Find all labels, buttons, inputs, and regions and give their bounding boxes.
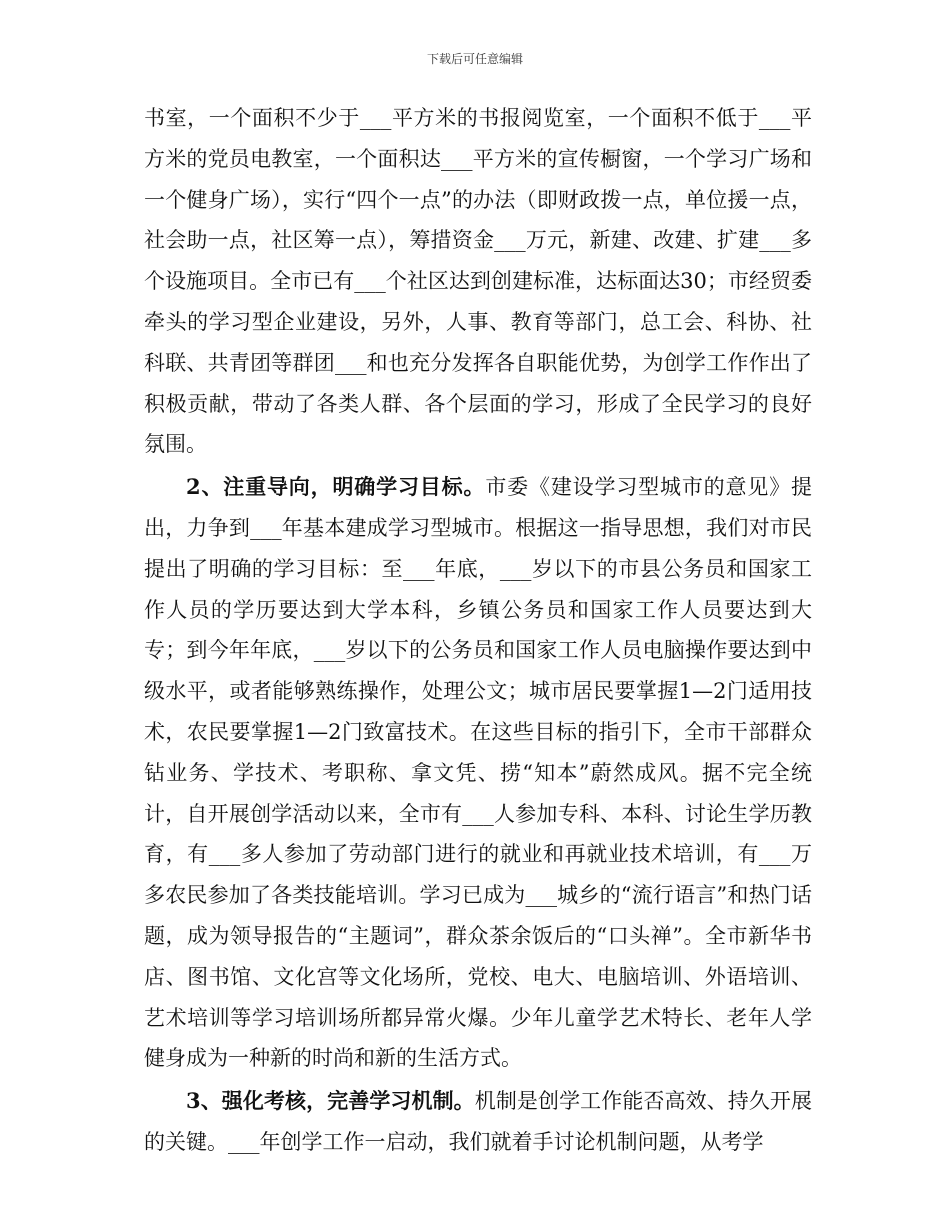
paragraph-continuation [144, 98, 812, 465]
paragraph-section-3 [144, 1081, 812, 1163]
document-body [144, 98, 812, 1163]
paragraph-section-2 [144, 467, 812, 1079]
section-heading: 3、强化考核，完善学习机制。 [186, 1088, 475, 1114]
section-heading: 2、注重导向，明确学习目标。 [186, 474, 486, 500]
paragraph-text: 机制是创学工作能否高效、持久开展的关键。___年创学工作一启动，我们就着手讨论机制问题，从考学 [144, 1089, 812, 1154]
paragraph-text: 市委《建设学习型城市的意见》提出，力争到___年基本建成学习型城市。根据这一指导思想，我们对市民提出了明确的学习目标：至___年底，___岁以下的市县公务员和国家工作人员的学历要达到大学本科，乡镇公务员和国家工作人员要达到大专；到今年年底，___岁以下的公务员和国家工作人员电脑操作要达到中级水平，或者能够熟练操作，处理公文；城市居民要掌握1—2门适用技术，农民要掌握1—2门致富技术。在这些目标的指引下，全市干部群众钻业务、学技术、考职称、拿文凭、捞“知本”蔚然成风。据不完全统计，自开展创学活动以来，全市有___人参加专科、本科、讨论生学历教育，有___多人参加了劳动部门进行的就业和再就业技术培训，有___万多农民参加了各类技能培训。学习已成为___城乡的“流行语言”和热门话题，成为领导报告的“主题词”，群众茶余饭后的“口头禅”。全市新华书店、图书馆、文化宫等文化场所，党校、电大、电脑培训、外语培训、艺术培训等学习培训场所都异常火爆。少年儿童学艺术特长、老年人学健身成为一种新的时尚和新的生活方式。 [144, 475, 812, 1071]
paragraph-text: 书室，一个面积不少于___平方米的书报阅览室，一个面积不低于___平方米的党员电教室，一个面积达___平方米的宣传橱窗，一个学习广场和一个健身广场），实行“四个一点”的办法（即财政拨一点，单位援一点，社会助一点，社区筹一点），筹措资金___万元，新建、改建、扩建___多个设施项目。全市已有___个社区达到创建标准，达标面达30；市经贸委牵头的学习型企业建设，另外，人事、教育等部门，总工会、科协、社科联、共青团等群团___和也充分发挥各自职能优势，为创学工作作出了积极贡献，带动了各类人群、各个层面的学习，形成了全民学习的良好氛围。 [144, 106, 812, 457]
page-header: 下载后可任意编辑 [426, 52, 523, 66]
